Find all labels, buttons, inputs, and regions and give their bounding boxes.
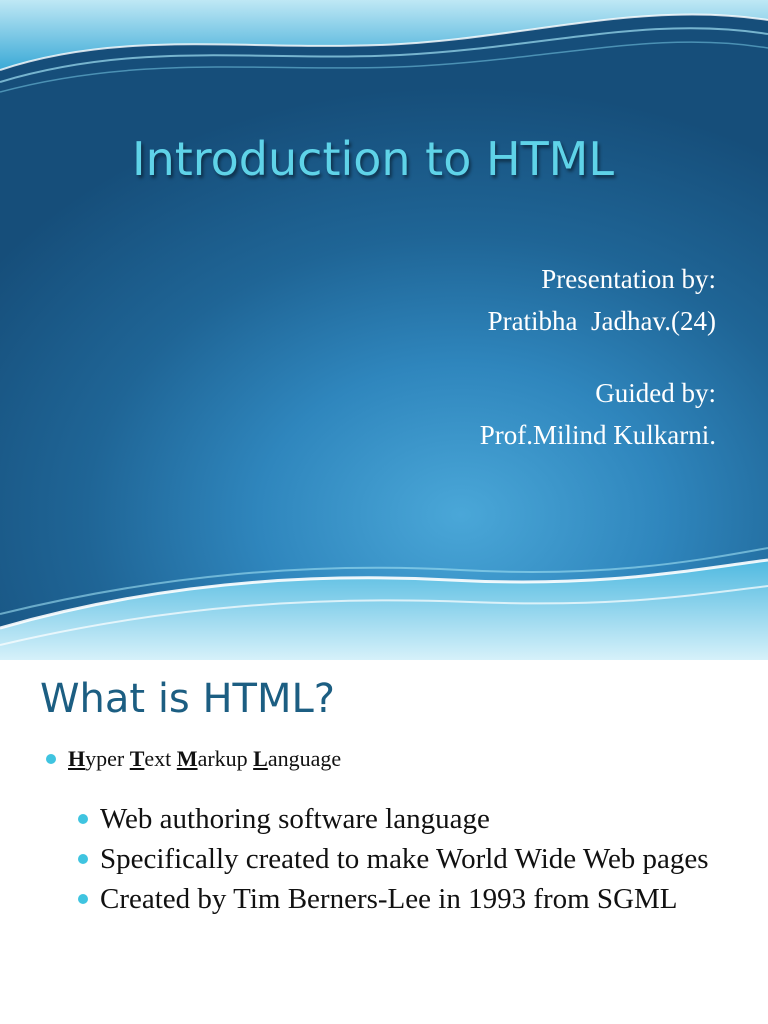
bullet-icon xyxy=(78,894,88,904)
acronym-letter-h: H xyxy=(68,746,86,771)
bullet-text: Created by Tim Berners-Lee in 1993 from SGML xyxy=(100,883,678,915)
acronym-letter-m: M xyxy=(176,746,198,771)
acronym-letter-l: L xyxy=(253,746,268,771)
bullet-text: Web authoring software language xyxy=(100,803,490,835)
list-item xyxy=(78,882,738,916)
slide-heading: What is HTML? xyxy=(40,676,336,722)
list-item xyxy=(78,802,738,836)
list-item xyxy=(78,842,738,876)
bullet-icon xyxy=(78,854,88,864)
guided-label: Guided by: xyxy=(595,378,716,408)
acronym-rest-h: yper xyxy=(85,746,130,771)
content-slide xyxy=(0,660,768,1024)
acronym-rest-l: anguage xyxy=(267,746,342,771)
acronym-bullet xyxy=(46,746,341,772)
acronym-rest-m: arkup xyxy=(197,746,254,771)
bullet-icon xyxy=(78,814,88,824)
guide-name: Prof.Milind Kulkarni. xyxy=(479,420,716,450)
acronym-letter-t: T xyxy=(129,746,145,771)
presenter-name: Pratibha Jadhav.(24) xyxy=(487,306,716,336)
slide-title: Introduction to HTML xyxy=(132,132,614,186)
acronym-rest-t: ext xyxy=(144,746,177,771)
presentation-label: Presentation by: xyxy=(541,264,716,294)
credits-block xyxy=(480,258,716,456)
bullet-list xyxy=(78,802,738,922)
bullet-icon xyxy=(46,754,56,764)
bullet-text: Specifically created to make World Wide Web pages xyxy=(100,843,709,875)
